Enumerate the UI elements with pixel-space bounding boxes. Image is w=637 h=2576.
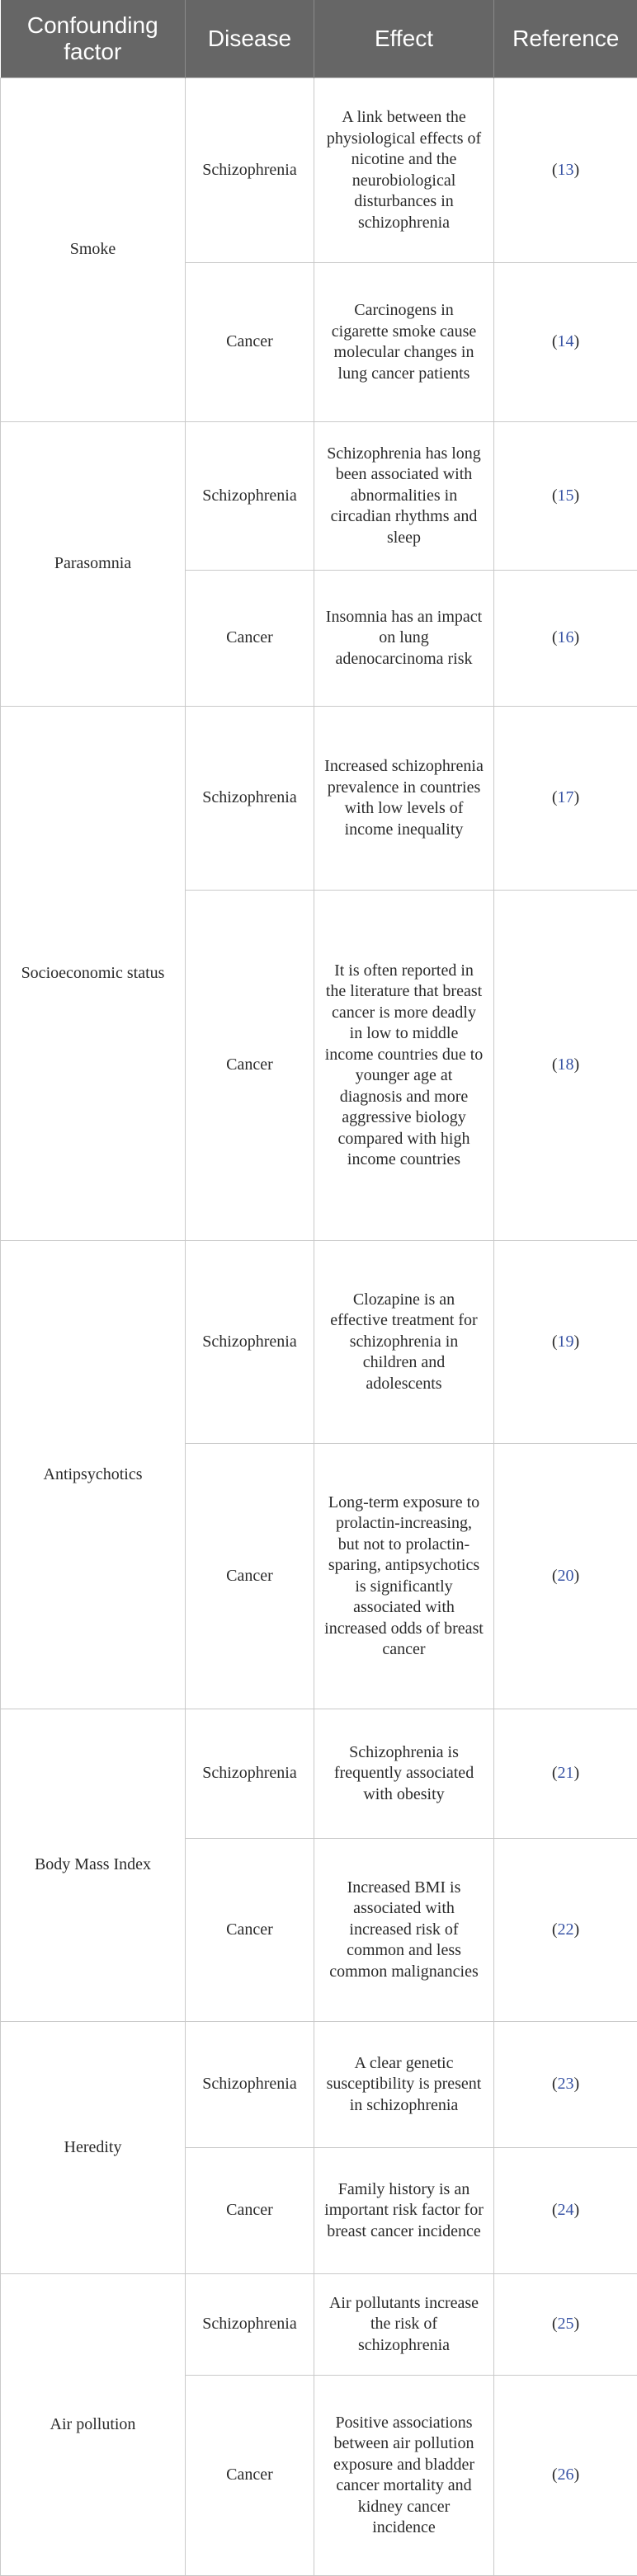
header-row <box>1 0 637 78</box>
effect-cell: Schizophrenia is frequently associated with obesity <box>314 1709 494 1839</box>
reference-cell <box>494 78 637 263</box>
effect-cell: Clozapine is an effective treatment for schizophrenia in children and adolescents <box>314 1241 494 1444</box>
reference-close-paren: ) <box>574 1764 580 1782</box>
table-row <box>1 707 637 891</box>
disease-cell: Schizophrenia <box>186 2274 314 2376</box>
reference-open-paren: ( <box>552 1920 558 1939</box>
reference-cell <box>494 2148 637 2274</box>
disease-cell: Cancer <box>186 2148 314 2274</box>
reference-open-paren: ( <box>552 332 558 350</box>
disease-cell: Schizophrenia <box>186 707 314 891</box>
reference-link[interactable]: 25 <box>558 2315 574 2333</box>
reference-link[interactable]: 24 <box>558 2201 574 2219</box>
table-row <box>1 2022 637 2148</box>
table-row <box>1 422 637 571</box>
confounding-factor-cell: Socioeconomic status <box>1 707 186 1241</box>
reference-open-paren: ( <box>552 2315 558 2333</box>
reference-open-paren: ( <box>552 788 558 806</box>
reference-link[interactable]: 16 <box>558 628 574 646</box>
reference-cell <box>494 571 637 707</box>
disease-cell: Cancer <box>186 571 314 707</box>
reference-close-paren: ) <box>574 788 580 806</box>
effect-cell: Insomnia has an impact on lung adenocarcinoma risk <box>314 571 494 707</box>
table-header <box>1 0 637 78</box>
reference-link[interactable]: 13 <box>558 161 574 179</box>
confounding-factor-cell: Air pollution <box>1 2274 186 2576</box>
effect-cell: Family history is an important risk factor for breast cancer incidence <box>314 2148 494 2274</box>
reference-close-paren: ) <box>574 2201 580 2219</box>
reference-close-paren: ) <box>574 487 580 505</box>
reference-open-paren: ( <box>552 1333 558 1351</box>
reference-open-paren: ( <box>552 2201 558 2219</box>
table-row <box>1 1241 637 1444</box>
effect-cell: Increased BMI is associated with increased risk of common and less common malignancies <box>314 1839 494 2022</box>
reference-close-paren: ) <box>574 628 580 646</box>
header-confounding-factor: Confounding factor <box>1 0 186 78</box>
reference-open-paren: ( <box>552 161 558 179</box>
reference-link[interactable]: 22 <box>558 1920 574 1939</box>
reference-close-paren: ) <box>574 161 580 179</box>
reference-link[interactable]: 17 <box>558 788 574 806</box>
effect-cell: It is often reported in the literature that breast cancer is more deadly in low to middle income countries due to younger age at diagnosis and more aggressive biology compared with high income countries <box>314 891 494 1241</box>
reference-cell <box>494 2022 637 2148</box>
reference-close-paren: ) <box>574 2075 580 2093</box>
confounding-factor-cell: Body Mass Index <box>1 1709 186 2022</box>
table-row <box>1 78 637 263</box>
reference-cell <box>494 1444 637 1709</box>
reference-cell <box>494 1709 637 1839</box>
reference-open-paren: ( <box>552 1764 558 1782</box>
effect-cell: Positive associations between air pollution exposure and bladder cancer mortality and kidney cancer incidence <box>314 2376 494 2576</box>
confounding-factor-cell: Smoke <box>1 78 186 422</box>
reference-open-paren: ( <box>552 2466 558 2484</box>
reference-close-paren: ) <box>574 332 580 350</box>
reference-close-paren: ) <box>574 2315 580 2333</box>
reference-close-paren: ) <box>574 1567 580 1585</box>
confounding-factor-cell: Heredity <box>1 2022 186 2274</box>
reference-link[interactable]: 26 <box>558 2466 574 2484</box>
reference-cell <box>494 891 637 1241</box>
reference-open-paren: ( <box>552 487 558 505</box>
disease-cell: Cancer <box>186 1444 314 1709</box>
reference-cell <box>494 422 637 571</box>
reference-open-paren: ( <box>552 2075 558 2093</box>
confounding-factor-cell: Antipsychotics <box>1 1241 186 1709</box>
reference-close-paren: ) <box>574 2466 580 2484</box>
disease-cell: Schizophrenia <box>186 78 314 263</box>
disease-cell: Cancer <box>186 1839 314 2022</box>
reference-close-paren: ) <box>574 1333 580 1351</box>
reference-link[interactable]: 23 <box>558 2075 574 2093</box>
effect-cell: Increased schizophrenia prevalence in countries with low levels of income inequality <box>314 707 494 891</box>
reference-cell <box>494 1839 637 2022</box>
effect-cell: Carcinogens in cigarette smoke cause molecular changes in lung cancer patients <box>314 263 494 422</box>
effect-cell: Air pollutants increase the risk of schizophrenia <box>314 2274 494 2376</box>
reference-open-paren: ( <box>552 628 558 646</box>
effect-cell: A clear genetic susceptibility is present in schizophrenia <box>314 2022 494 2148</box>
reference-link[interactable]: 19 <box>558 1333 574 1351</box>
header-reference: Reference <box>494 0 637 78</box>
disease-cell: Schizophrenia <box>186 1241 314 1444</box>
reference-link[interactable]: 14 <box>558 332 574 350</box>
effect-cell: Schizophrenia has long been associated with abnormalities in circadian rhythms and sleep <box>314 422 494 571</box>
disease-cell: Cancer <box>186 263 314 422</box>
reference-link[interactable]: 21 <box>558 1764 574 1782</box>
table-row <box>1 2274 637 2376</box>
disease-cell: Schizophrenia <box>186 1709 314 1839</box>
header-effect: Effect <box>314 0 494 78</box>
table-body <box>1 78 637 2576</box>
effect-cell: Long-term exposure to prolactin-increasing, but not to prolactin-sparing, antipsychotics is significantly associated with increased odds of breast cancer <box>314 1444 494 1709</box>
reference-cell <box>494 2274 637 2376</box>
reference-cell <box>494 707 637 891</box>
header-disease: Disease <box>186 0 314 78</box>
effect-cell: A link between the physiological effects of nicotine and the neurobiological disturbances in schizophrenia <box>314 78 494 263</box>
reference-link[interactable]: 20 <box>558 1567 574 1585</box>
confounding-factor-cell: Parasomnia <box>1 422 186 707</box>
reference-cell <box>494 263 637 422</box>
reference-cell <box>494 1241 637 1444</box>
reference-open-paren: ( <box>552 1055 558 1074</box>
disease-cell: Schizophrenia <box>186 422 314 571</box>
reference-link[interactable]: 15 <box>558 487 574 505</box>
reference-cell <box>494 2376 637 2576</box>
reference-close-paren: ) <box>574 1055 580 1074</box>
reference-link[interactable]: 18 <box>558 1055 574 1074</box>
disease-cell: Cancer <box>186 891 314 1241</box>
disease-cell: Schizophrenia <box>186 2022 314 2148</box>
disease-cell: Cancer <box>186 2376 314 2576</box>
table-row <box>1 1709 637 1839</box>
reference-open-paren: ( <box>552 1567 558 1585</box>
reference-close-paren: ) <box>574 1920 580 1939</box>
